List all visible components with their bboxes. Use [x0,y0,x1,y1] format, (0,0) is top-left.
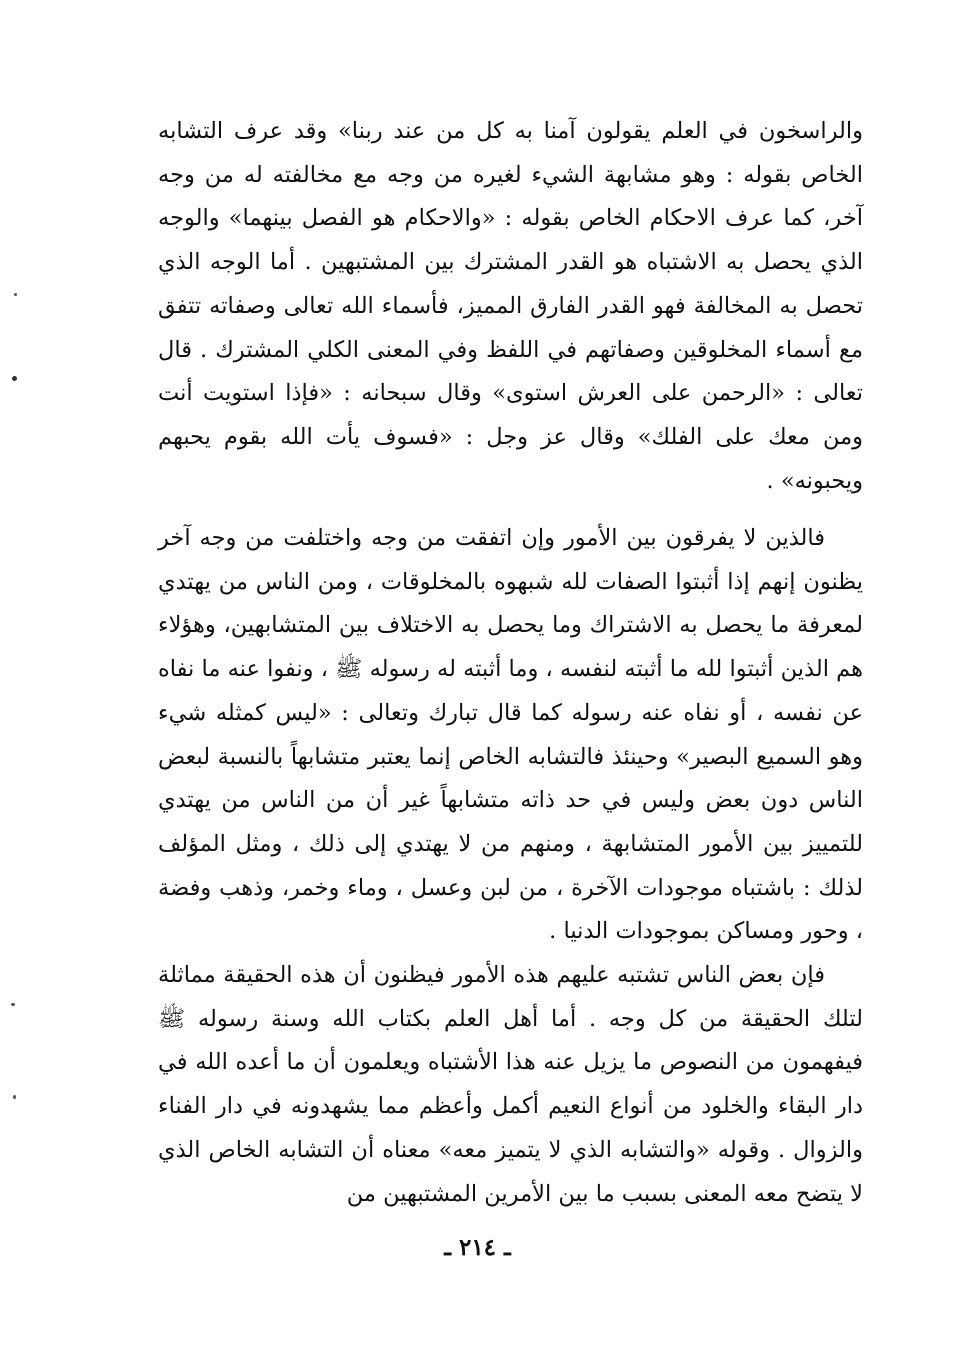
margin-speck [11,1003,15,1006]
paragraph: والراسخون في العلم يقولون آمنا به كل من عند ربنا» وقد عرف التشابه الخاص بقوله : وهو مشابهة الشيء لغيره من وجه مع مخالفته له من وجه آخر، كما عرف الاحكام الخاص بقوله : «والاحكام هو الفصل بينهما» والوجه الذي يحصل به الاشتباه هو القدر المشترك بين المشتبهين . أما الوجه الذي تحصل به المخالفة فهو القدر الفارق المميز، فأسماء الله تعالى وصفاته تتفق مع أسماء المخلوقين وصفاتهم في اللفظ وفي المعنى الكلي المشترك . قال تعالى : «الرحمن على العرش استوى» وقال سبحانه : «فإذا استويت أنت ومن معك على الفلك» وقال عز وجل : «فسوف يأت الله بقوم يحبهم ويحبونه» . [158,118,863,494]
margin-speck [13,1095,16,1099]
paragraph: فإن بعض الناس تشتبه عليهم هذه الأمور فيظنون أن هذه الحقيقة مماثلة لتلك الحقيقة من كل وجه . أما أهل العلم بكتاب الله وسنة رسوله ﷺ فيفهمون من النصوص ما يزيل عنه هذا الأشتباه ويعلمون أن ما أعده الله في دار البقاء والخلود من أنواع النعيم أكمل وأعظم مما يشهدونه في دار الفناء والزوال . وقوله «والتشابه الذي لا يتميز معه» معناه أن التشابه الخاص الذي لا يتضح معه المعنى بسبب ما بين الأمرين المشتبهين من [158,962,863,1207]
paragraph: فالذين لا يفرقون بين الأمور وإن اتفقت من وجه واختلفت من وجه آخر يظنون إنهم إذا أثبتوا الصفات لله شبهوه بالمخلوقات ، ومن الناس من يهتدي لمعرفة ما يحصل به الاشتراك وما يحصل به الاختلاف بين المتشابهين، وهؤلاء هم الذين أثبتوا لله ما أثبته لنفسه ، وما أثبته له رسوله ﷺ ، ونفوا عنه ما نفاه عن نفسه ، أو نفاه عنه رسوله كما قال تبارك وتعالى : «ليس كمثله شيء وهو السميع البصير» وحينئذ فالتشابه الخاص إنما يعتبر متشابهاً بالنسبة لبعض الناس دون بعض وليس في حد ذاته متشابهاً غير أن من الناس من يهتدي للتمييز بين الأمور المتشابهة ، ومنهم من لا يهتدي إلى ذلك ، ومثل المؤلف لذلك : باشتباه موجودات الآخرة ، من لبن وعسل ، وماء وخمر، وذهب وفضة ، وحور ومساكن بموجودات الدنيا . [158,525,863,945]
page-number: ـ ٢١٤ ـ [444,1234,511,1261]
text-block-top [158,110,863,503]
text-block-bottom [158,517,863,1216]
margin-speck [12,376,17,381]
margin-speck [14,293,17,296]
